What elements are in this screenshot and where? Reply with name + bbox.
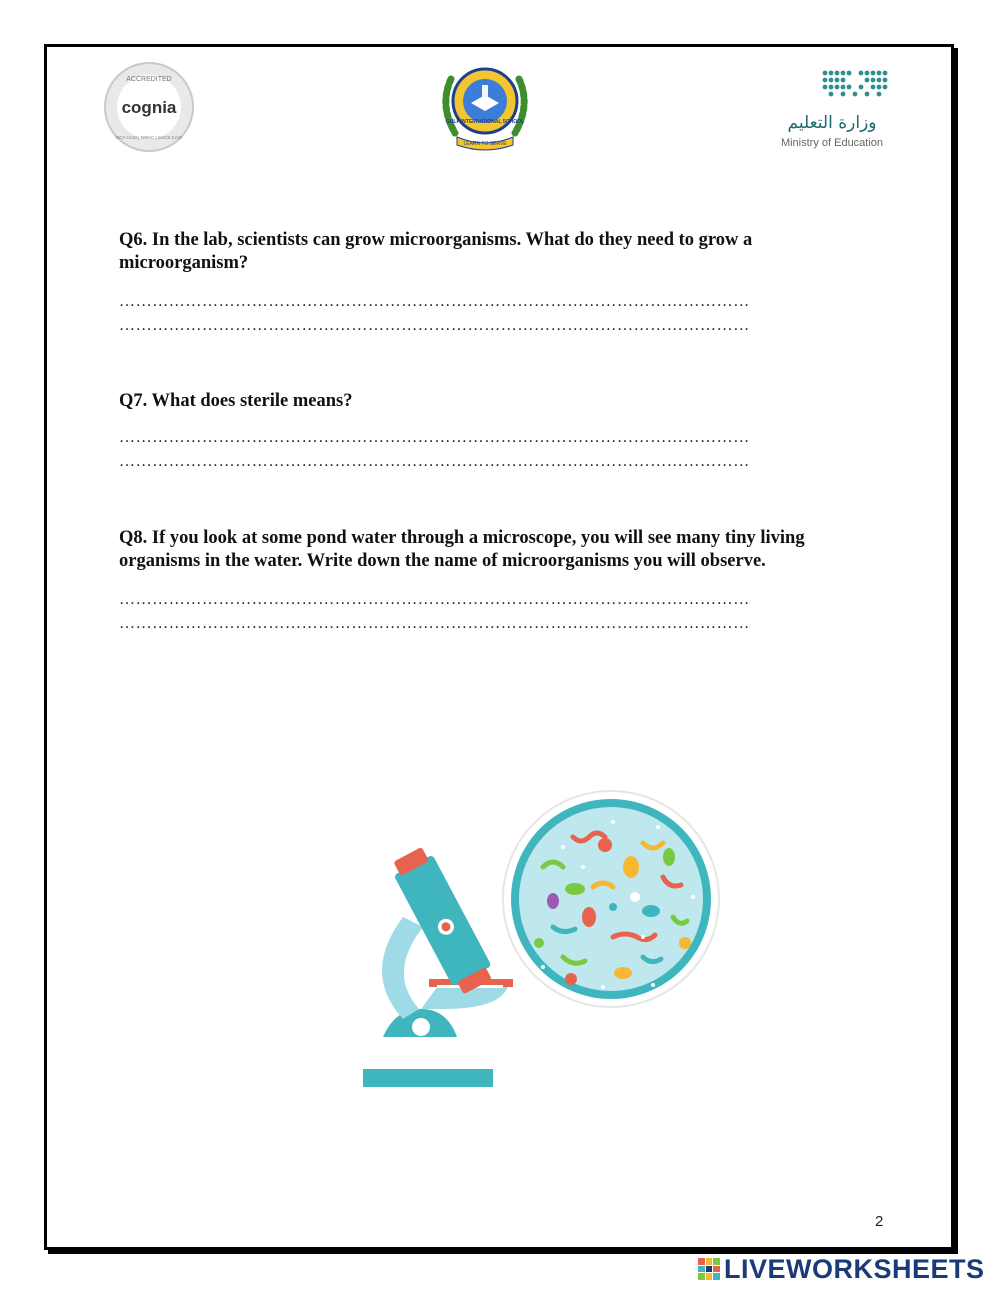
microbes-petri-icon xyxy=(503,791,719,1007)
question-q8 xyxy=(119,527,879,573)
liveworksheets-icon xyxy=(698,1258,720,1280)
question-q7-line-1: Q7. What does sterile means? xyxy=(119,391,353,411)
cognia-wordmark: cognia xyxy=(121,98,177,117)
ministry-arabic-name: وزارة التعليم xyxy=(787,113,877,133)
question-q7 xyxy=(119,390,879,413)
school-motto: LEARN TO SERVE xyxy=(463,141,507,147)
microscope-illustration xyxy=(313,747,753,1107)
answer-line-q8-1[interactable]: …………………………………………………………………………………………………… xyxy=(119,591,750,608)
answer-line-q8-2[interactable]: …………………………………………………………………………………………………… xyxy=(119,615,750,632)
worksheet-page xyxy=(44,44,954,1250)
cognia-logo xyxy=(103,61,195,153)
answer-line-q6-2[interactable]: …………………………………………………………………………………………………… xyxy=(119,317,750,334)
school-crest-logo xyxy=(433,59,537,153)
question-q6-line-1: Q6. In the lab, scientists can grow microorganisms. What do they need to grow a xyxy=(119,230,753,250)
question-q8-line-2: organisms in the water. Write down the name of microorganisms you will observe. xyxy=(119,551,766,571)
question-q8-line-1: Q8. If you look at some pond water through a microscope, you will see many tiny living xyxy=(119,528,805,548)
page-number: 2 xyxy=(875,1213,884,1230)
microscope-icon xyxy=(319,794,515,1089)
answer-line-q7-2[interactable]: …………………………………………………………………………………………………… xyxy=(119,453,750,470)
liveworksheets-brand[interactable] xyxy=(698,1252,985,1286)
cognia-accredited-text: ACCREDITED xyxy=(126,76,172,83)
answer-line-q7-1[interactable]: …………………………………………………………………………………………………… xyxy=(119,429,750,446)
question-q6 xyxy=(119,229,879,275)
cognia-bottom-text: NCA CASI | NWAC | SACS CASI xyxy=(116,135,182,140)
school-ring-text: GULF INTERNATIONAL SCHOOL xyxy=(445,119,525,125)
liveworksheets-wordmark: LIVEWORKSHEETS xyxy=(724,1253,985,1284)
question-q6-line-2: microorganism? xyxy=(119,253,249,273)
ministry-of-education-logo xyxy=(767,65,927,151)
moe-dots-mark xyxy=(767,65,897,109)
ministry-english-name: Ministry of Education xyxy=(780,137,884,149)
answer-line-q6-1[interactable]: …………………………………………………………………………………………………… xyxy=(119,293,750,310)
